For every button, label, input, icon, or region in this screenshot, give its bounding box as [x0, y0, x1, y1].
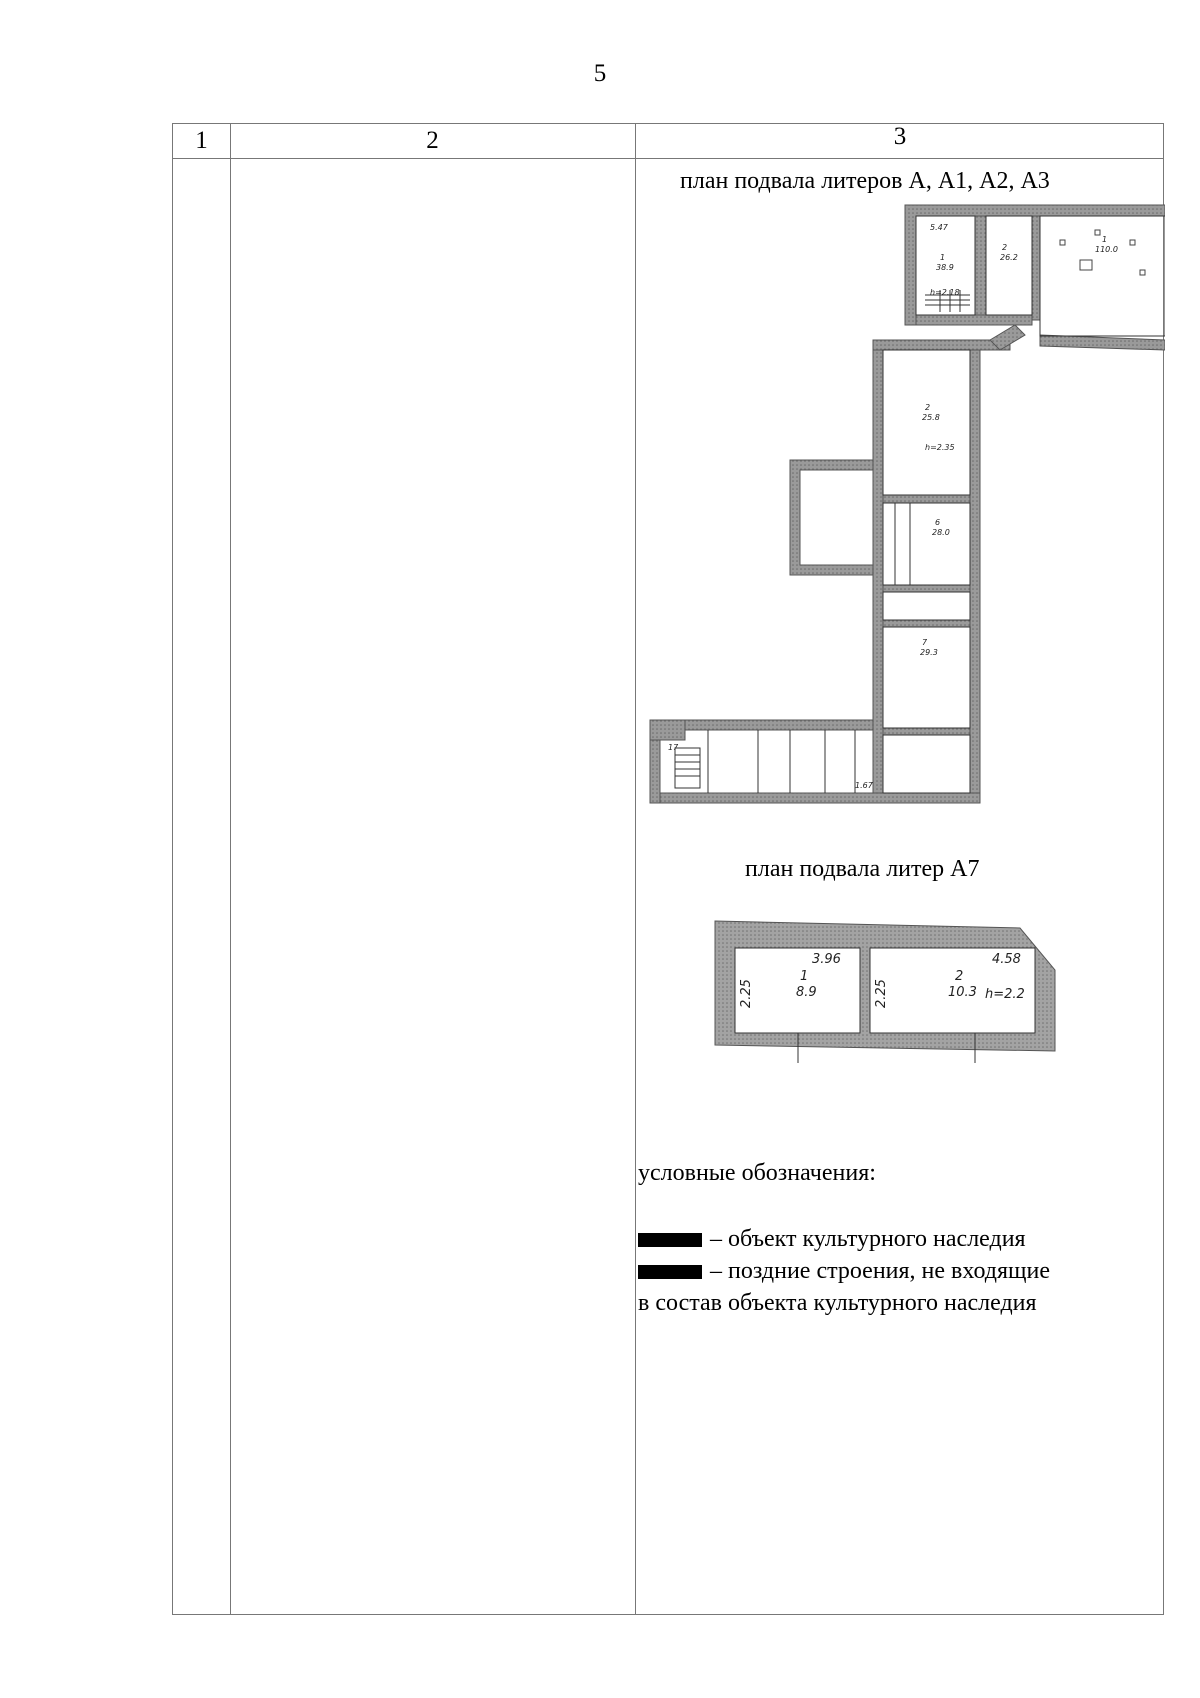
legend-continuation: в состав объекта культурного наследия: [638, 1290, 1037, 1316]
svg-text:2: 2: [925, 403, 931, 412]
svg-text:1: 1: [1102, 235, 1108, 244]
svg-text:6: 6: [935, 518, 941, 527]
wall-group: [650, 205, 1165, 803]
header-cell-1: 1: [195, 127, 208, 154]
svg-text:5.47: 5.47: [930, 223, 948, 232]
svg-text:8.9: 8.9: [796, 985, 817, 1000]
svg-text:2: 2: [1002, 243, 1008, 252]
column-divider: [635, 124, 636, 1614]
svg-text:1.67: 1.67: [855, 781, 873, 790]
legend-item-later-buildings: [638, 1258, 1050, 1285]
staircase: [675, 290, 970, 788]
room-outlines: [708, 216, 1165, 793]
basement-floor-plan-a: [640, 200, 1165, 825]
header-divider: [173, 158, 1163, 159]
svg-text:h=2.18: h=2.18: [930, 288, 960, 297]
svg-text:h=2.2: h=2.2: [985, 987, 1025, 1002]
plan-caption-basement-a: план подвала литеров А, А1, А2, А3: [680, 168, 1050, 194]
legend-swatch: [638, 1233, 702, 1247]
svg-text:26.2: 26.2: [1000, 253, 1018, 262]
svg-text:1: 1: [800, 969, 809, 984]
svg-text:29.3: 29.3: [920, 648, 938, 657]
basement-floor-plan-a7: [710, 918, 1060, 1063]
plan-caption-basement-a7: план подвала литер А7: [745, 856, 980, 882]
header-cell-2: 2: [426, 127, 439, 154]
svg-text:2: 2: [955, 969, 964, 984]
svg-text:4.58: 4.58: [992, 952, 1021, 967]
legend-item-heritage: [638, 1226, 1026, 1253]
svg-text:17: 17: [668, 743, 679, 752]
svg-text:38.9: 38.9: [936, 263, 954, 272]
svg-text:10.3: 10.3: [948, 985, 977, 1000]
svg-text:1: 1: [940, 253, 946, 262]
header-cell-3: 3: [893, 123, 907, 150]
legend-label: – поздние строения, не входящие: [710, 1258, 1050, 1284]
plan-labels: [668, 223, 1118, 790]
svg-text:2.25: 2.25: [739, 979, 754, 1008]
legend-swatch: [638, 1265, 702, 1279]
svg-text:28.0: 28.0: [932, 528, 950, 537]
column-divider: [230, 124, 231, 1614]
legend-title: условные обозначения:: [638, 1160, 876, 1186]
svg-text:25.8: 25.8: [922, 413, 940, 422]
svg-text:h=2.35: h=2.35: [925, 443, 955, 452]
svg-text:3.96: 3.96: [812, 952, 841, 967]
svg-text:2.25: 2.25: [874, 979, 889, 1008]
svg-text:110.0: 110.0: [1095, 245, 1118, 254]
page-number: 5: [593, 60, 607, 87]
svg-text:7: 7: [922, 638, 928, 647]
legend-label: – объект культурного наследия: [710, 1226, 1026, 1252]
